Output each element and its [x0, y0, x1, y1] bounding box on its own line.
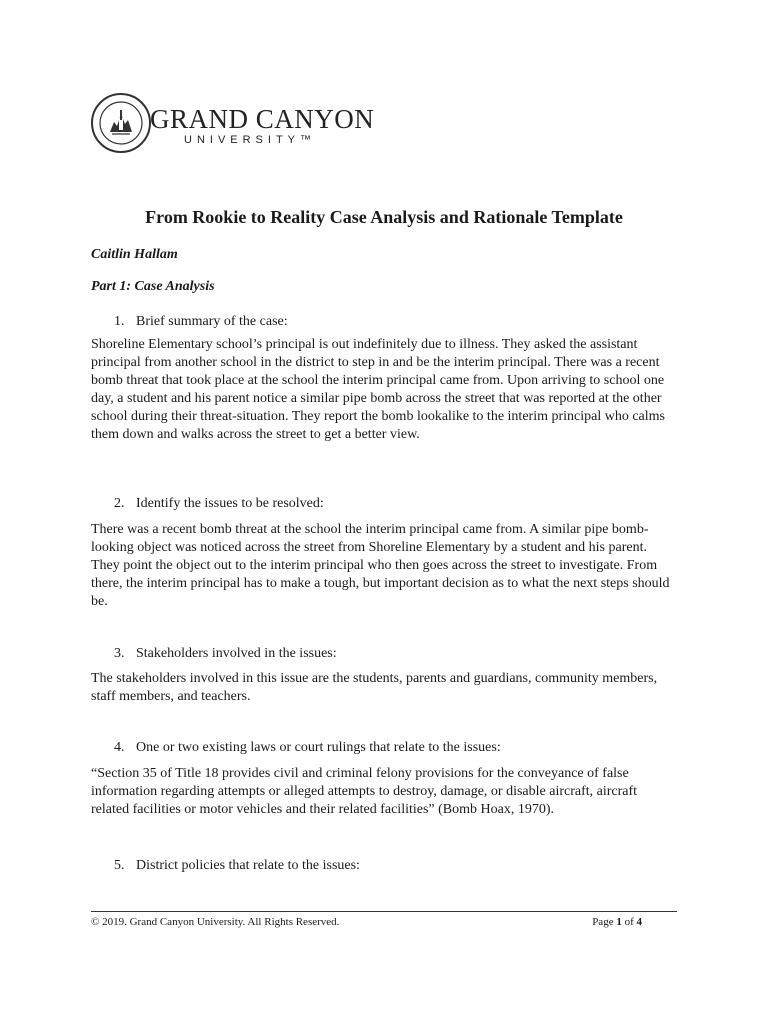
question-answer: The stakeholders involved in this issue are the students, parents and guardians, community members, staff members, and teachers.	[91, 671, 658, 705]
question-label: Identify the issues to be resolved:	[136, 496, 324, 511]
page-of: of	[624, 916, 634, 928]
question-item	[114, 495, 324, 513]
author-name: Caitlin Hallam	[91, 247, 178, 262]
question-number: 3.	[114, 646, 125, 661]
page-indicator	[592, 916, 642, 928]
section-heading: Part 1: Case Analysis	[91, 279, 215, 294]
question-item	[114, 645, 337, 663]
document-title: From Rookie to Reality Case Analysis and Rationale Template	[145, 207, 623, 227]
question-number: 1.	[114, 314, 125, 329]
question-number: 4.	[114, 740, 125, 755]
question-number: 5.	[114, 858, 125, 873]
question-item	[114, 313, 288, 331]
question-label: District policies that relate to the issues:	[136, 858, 360, 873]
question-item	[114, 857, 360, 875]
question-answer: Shoreline Elementary school’s principal is out indefinitely due to illness. They asked the assistant principal from another school in the district to step in and be the interim principal. There was a recent bomb threat that took place at the school the interim principal came from. Upon arriving to school one day, a student and his parent notice a similar pipe bomb across the street that was reported at the other school during their threat-situation. They report the bomb lookalike to the interim principal who calms them down and walks across the street to get a better view.	[91, 337, 665, 443]
question-label: Brief summary of the case:	[136, 314, 288, 329]
footer-copyright: © 2019. Grand Canyon University. All Rights Reserved.	[91, 916, 340, 928]
footer-divider	[91, 911, 677, 912]
page-current: 1	[616, 916, 622, 928]
question-answer: There was a recent bomb threat at the school the interim principal came from. A similar pipe bomb-looking object was noticed across the street from Shoreline Elementary by a student and his parent. They point the object out to the interim principal who then goes across the street to investigate. From there, the interim principal has to make a tough, but important decision as to what the next steps should be.	[91, 522, 670, 610]
question-answer: “Section 35 of Title 18 provides civil and criminal felony provisions for the conveyance of false information regarding attempts or alleged attempts to destroy, damage, or disable aircraft, aircraft related facilities or motor vehicles and their related facilities” (Bomb Hoax, 1970).	[91, 766, 638, 818]
logo-wordmark: GRAND CANYON	[150, 104, 375, 134]
question-label: One or two existing laws or court rulings that relate to the issues:	[136, 740, 501, 755]
logo-subtitle: UNIVERSITY™	[184, 134, 317, 146]
question-item	[114, 739, 501, 757]
page-total: 4	[636, 916, 642, 928]
question-number: 2.	[114, 496, 125, 511]
question-label: Stakeholders involved in the issues:	[136, 646, 337, 661]
page-prefix: Page	[592, 916, 614, 928]
university-seal-icon	[90, 92, 152, 154]
university-logo	[90, 92, 375, 154]
